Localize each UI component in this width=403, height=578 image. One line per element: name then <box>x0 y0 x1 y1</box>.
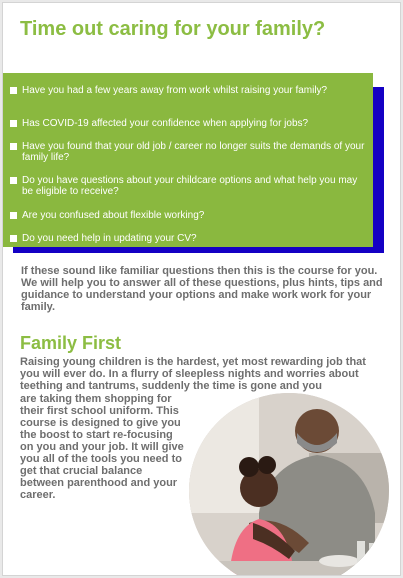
parent-child-photo <box>189 393 389 576</box>
family-first-paragraph-top: Raising young children is the hardest, yet most rewarding job that you will ever do. In a flurry of sleepless nights and worries about teething and tantrums, suddenly the time is gone and you <box>20 356 366 392</box>
bullet-square-icon <box>10 177 17 184</box>
family-first-paragraph-bottom: are taking them shopping for their first school uniform. This course is designed to give you the boost to start re-focusing on you and your job. It will give you all of the tools you need to get that crucial balance between parenthood and your career. <box>20 393 184 501</box>
questions-panel <box>3 73 373 247</box>
parent-child-illustration <box>189 393 389 576</box>
family-first-heading: Family First <box>20 333 122 353</box>
bullet-square-icon <box>10 120 17 127</box>
question-text: Are you confused about flexible working? <box>22 210 205 221</box>
question-text: Do you need help in updating your CV? <box>22 233 197 244</box>
bullet-square-icon <box>10 87 17 94</box>
page-title: Time out caring for your family? <box>20 18 326 40</box>
question-text: Has COVID-19 affected your confidence when applying for jobs? <box>22 118 309 129</box>
bullet-square-icon <box>10 212 17 219</box>
question-text: Have you had a few years away from work whilst raising your family? <box>22 85 328 96</box>
question-text: Have you found that your old job / career no longer suits the demands of your family life? <box>22 141 365 163</box>
question-text: Do you have questions about your childcare options and what help you may be eligible to receive? <box>22 175 358 197</box>
bullet-square-icon <box>10 235 17 242</box>
bullet-square-icon <box>10 143 17 150</box>
flyer-page <box>2 2 401 576</box>
intro-paragraph: If these sound like familiar questions then this is the course for you. We will help you to answer all of these questions, plus hints, tips and guidance to understand your options and make work work for your family. <box>21 265 383 313</box>
